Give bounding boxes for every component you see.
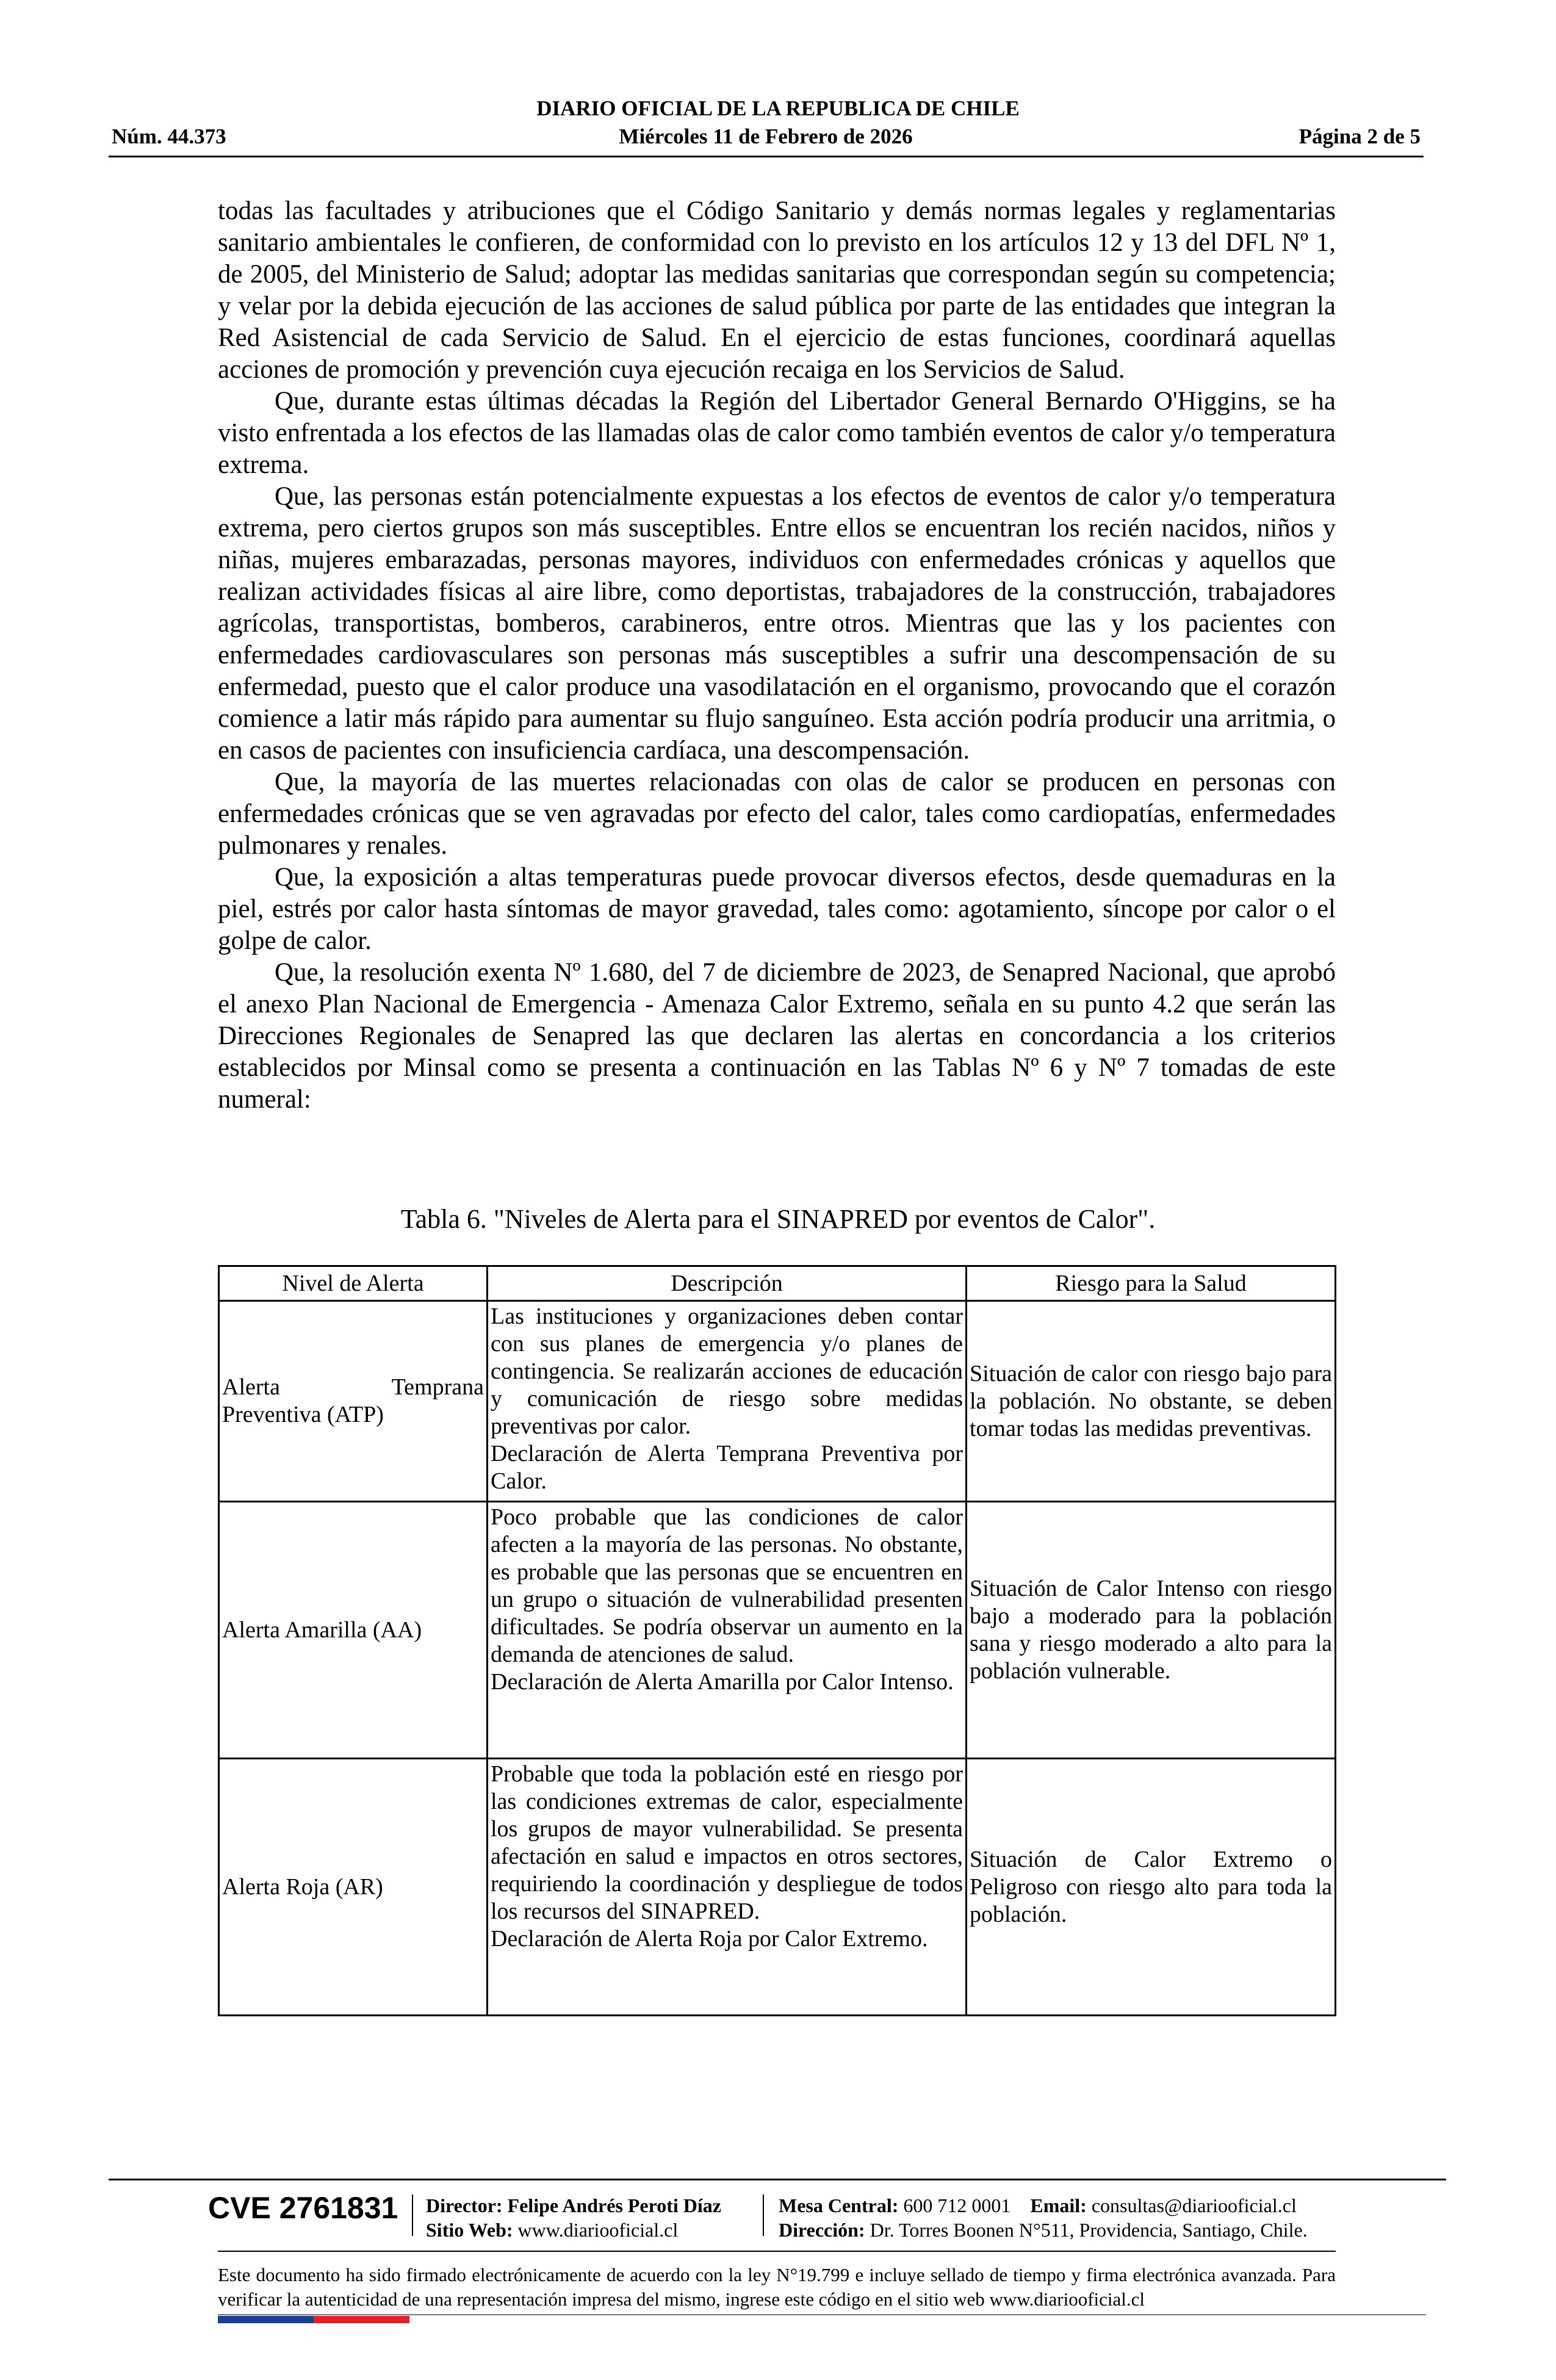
footer-divider: [109, 2179, 1446, 2180]
column-header-description: Descripción: [488, 1266, 967, 1301]
director-label: Director:: [426, 2194, 503, 2216]
description-cell: [488, 1301, 967, 1502]
paragraph: Que, la exposición a altas temperaturas puede provocar diversos efectos, desde quemaduras en la piel, estrés por calor hasta síntomas de mayor gravedad, tales como: agotamiento, síncope por calor o el golpe de calor.: [218, 863, 1336, 955]
alert-level-word: Preventiva (ATP): [222, 1402, 384, 1427]
issue-number: Núm. 44.373: [112, 124, 226, 148]
risk-cell: Situación de calor con riesgo bajo para la población. No obstante, se deben tomar todas las medidas preventivas.: [967, 1301, 1336, 1502]
page-indicator: Página 2 de 5: [1298, 124, 1421, 148]
footer-divider: [218, 2251, 1336, 2252]
risk-cell: Situación de Calor Extremo o Peligroso con riesgo alto para toda la población.: [967, 1759, 1336, 2016]
column-header-risk: Riesgo para la Salud: [967, 1266, 1336, 1301]
footer-director-block: [426, 2193, 721, 2242]
description-cell: [488, 1502, 967, 1759]
phone-number: 600 712 0001: [903, 2194, 1011, 2216]
email-label: Email:: [1030, 2194, 1087, 2216]
paragraph: Que, la resolución exenta Nº 1.680, del 7 de diciembre de 2023, de Senapred Nacional, que aprobó el anexo Plan Nacional de Emergencia - Amenaza Calor Extremo, señala en su punto 4.2 que serán las Direcciones Regionales de Senapred las que declaren las alertas en concordancia a los criterios establecidos por Minsal como se presenta a continuación en las Tablas Nº 6 y Nº 7 tomadas de este numeral:: [218, 958, 1336, 1114]
flag-stripe-red: [314, 2316, 409, 2323]
description-cell: [488, 1759, 967, 2016]
description-text: Probable que toda la población esté en riesgo por las condiciones extremas de calor, especialmente los grupos de mayor vulnerabilidad. Se presenta afectación en salud e impactos en otros sectores, requiriendo la coordinación y despliegue de todos los recursos del SINAPRED.: [491, 1761, 963, 1924]
phone-label: Mesa Central:: [779, 2194, 899, 2216]
header-divider: [109, 156, 1424, 157]
document-body: [218, 195, 1336, 1116]
issue-date: Miércoles 11 de Febrero de 2026: [619, 124, 913, 148]
alert-level-word: Temprana: [391, 1374, 484, 1400]
declaration-text: Declaración de Alerta Amarilla por Calor Intenso.: [491, 1669, 954, 1695]
flag-stripe-blue: [218, 2316, 314, 2323]
alert-level-cell: [219, 1301, 488, 1502]
description-text: Poco probable que las condiciones de calor afecten a la mayoría de las personas. No obstante, es probable que las personas que se encuentren en un grupo o situación de vulnerabilidad presenten dificultades. Se podría observar un aumento en la demanda de atenciones de salud.: [491, 1504, 963, 1667]
director-name: Felipe Andrés Peroti Díaz: [507, 2194, 721, 2216]
alert-levels-table: [218, 1265, 1336, 2016]
table-caption: Tabla 6. "Niveles de Alerta para el SINAPRED por eventos de Calor".: [400, 1204, 1156, 1234]
gazette-title: DIARIO OFICIAL DE LA REPUBLICA DE CHILE: [536, 96, 1020, 120]
declaration-text: Declaración de Alerta Temprana Preventiva por Calor.: [491, 1441, 963, 1494]
risk-cell: Situación de Calor Intenso con riesgo bajo a moderado para la población sana y riesgo moderado a alto para la población vulnerable.: [967, 1502, 1336, 1759]
address-value: Dr. Torres Boonen N°511, Providencia, Santiago, Chile.: [870, 2219, 1308, 2241]
footer-divider: [218, 2314, 1426, 2315]
address-label: Dirección:: [779, 2219, 865, 2241]
declaration-text: Declaración de Alerta Roja por Calor Extremo.: [491, 1926, 928, 1952]
table-header-row: [219, 1266, 1336, 1301]
email-link[interactable]: consultas@diariooficial.cl: [1091, 2194, 1297, 2216]
cve-code: CVE 2761831: [208, 2191, 398, 2225]
legal-notice: Este documento ha sido firmado electrónicamente de acuerdo con la ley N°19.799 e incluye sellado de tiempo y firma electrónica avanzada. Para verificar la autenticidad de una representación impresa del mismo, ingrese este código en el sitio web www.diariooficial.cl: [218, 2264, 1336, 2310]
footer-contact-block: [779, 2193, 1308, 2242]
paragraph: Que, durante estas últimas décadas la Región del Libertador General Bernardo O'Higgins, se ha visto enfrentada a los efectos de las llamadas olas de calor como también eventos de calor y/o temperatura extrema.: [218, 387, 1336, 479]
paragraph: Que, la mayoría de las muertes relacionadas con olas de calor se producen en personas con enfermedades crónicas que se ven agravadas por efecto del calor, tales como cardiopatías, enfermedades pulmonares y renales.: [218, 768, 1336, 860]
footer-separator: [412, 2194, 413, 2236]
table-row: [219, 1759, 1336, 2016]
description-text: Las instituciones y organizaciones deben contar con sus planes de emergencia y/o planes de contingencia. Se realizarán acciones de educación y comunicación de riesgo sobre medidas preventivas por calor.: [491, 1304, 963, 1439]
table-row: [219, 1502, 1336, 1759]
paragraph: todas las facultades y atribuciones que el Código Sanitario y demás normas legales y reglamentarias sanitario ambientales le confieren, de conformidad con lo previsto en los artículos 12 y 13 del DFL Nº 1, de 2005, del Ministerio de Salud; adoptar las medidas sanitarias que correspondan según su competencia; y velar por la debida ejecución de las acciones de salud pública por parte de las entidades que integran la Red Asistencial de cada Servicio de Salud. En el ejercicio de estas funciones, coordinará aquellas acciones de promoción y prevención cuya ejecución recaiga en los Servicios de Salud.: [218, 197, 1336, 384]
table-row: [219, 1301, 1336, 1502]
alert-level-cell: Alerta Amarilla (AA): [219, 1502, 488, 1759]
website-label: Sitio Web:: [426, 2219, 513, 2241]
paragraph: Que, las personas están potencialmente expuestas a los efectos de eventos de calor y/o temperatura extrema, pero ciertos grupos son más susceptibles. Entre ellos se encuentran los recién nacidos, niños y niñas, mujeres embarazadas, personas mayores, individuos con enfermedades crónicas y aquellos que realizan actividades físicas al aire libre, como deportistas, trabajadores de la construcción, trabajadores agrícolas, transportistas, bomberos, carabineros, entre otros. Mientras que las y los pacientes con enfermedades cardiovasculares son personas más susceptibles a sufrir una descompensación de su enfermedad, puesto que el calor produce una vasodilatación en el organismo, provocando que el corazón comience a latir más rápido para aumentar su flujo sanguíneo. Esta acción podría producir una arritmia, o en casos de pacientes con insuficiencia cardíaca, una descompensación.: [218, 482, 1336, 765]
website-link[interactable]: www.diariooficial.cl: [517, 2219, 679, 2241]
alert-level-word: Alerta: [222, 1374, 280, 1400]
column-header-level: Nivel de Alerta: [219, 1266, 488, 1301]
footer-separator: [763, 2194, 764, 2236]
alert-level-cell: Alerta Roja (AR): [219, 1759, 488, 2016]
